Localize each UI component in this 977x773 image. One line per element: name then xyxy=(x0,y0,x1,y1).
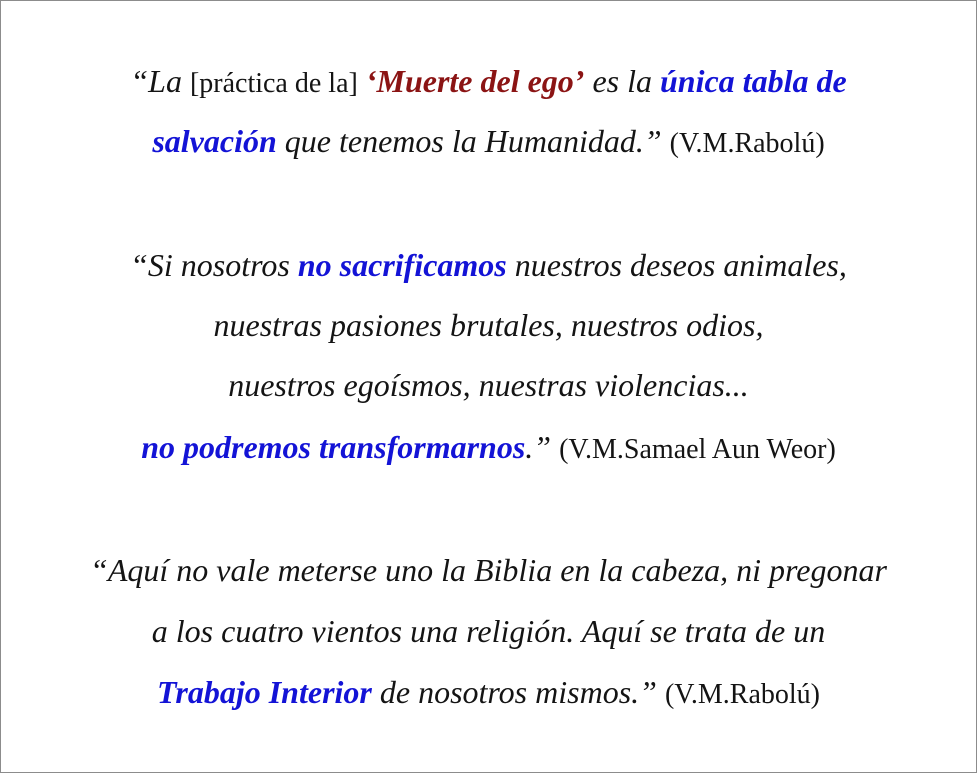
quote-2-text-3: nuestros egoísmos, nuestras violencias... xyxy=(228,367,749,403)
quote-1-rest-text: que tenemos la Humanidad.” xyxy=(284,123,662,159)
quote-1-line-2 xyxy=(0,121,977,164)
quote-2-rest-text-1: nuestros deseos animales, xyxy=(514,247,847,283)
quote-2-text-2: nuestras pasiones brutales, nuestros odios, xyxy=(213,307,764,343)
quote-3-line-3 xyxy=(0,672,977,715)
quote-1-open-text: “La xyxy=(130,63,182,99)
quote-2-close-text: .” xyxy=(525,429,552,465)
quote-1-attribution: (V.M.Rabolú) xyxy=(669,128,825,159)
quote-1-bracket-text: [práctica de la] xyxy=(189,68,358,99)
quote-3-highlight: Trabajo Interior xyxy=(157,674,372,710)
quote-3-text-1: “Aquí no vale meterse uno la Biblia en la cabeza, ni pregonar xyxy=(90,552,887,588)
quote-1-highlight-a: única tabla de xyxy=(659,63,847,99)
quote-1-ego-phrase: ‘Muerte del ego’ xyxy=(365,63,585,99)
quote-1-mid-text: es la xyxy=(592,63,652,99)
quote-3-line-1 xyxy=(0,550,977,590)
quote-2-attribution: (V.M.Samael Aun Weor) xyxy=(559,434,836,465)
quote-3-attribution: (V.M.Rabolú) xyxy=(664,679,820,710)
quote-3-line-2 xyxy=(0,611,977,651)
quote-2-open-text: “Si nosotros xyxy=(130,247,290,283)
quote-3-rest-text: de nosotros mismos.” xyxy=(379,674,657,710)
quote-2-line-4 xyxy=(0,427,977,470)
quote-2-line-1 xyxy=(0,245,977,285)
quote-1-highlight-b: salvación xyxy=(152,123,277,159)
quote-2-highlight-a: no sacrificamos xyxy=(297,247,507,283)
quote-3-text-2: a los cuatro vientos una religión. Aquí se trata de un xyxy=(151,613,826,649)
quote-2-line-3 xyxy=(0,365,977,405)
quote-2-highlight-b: no podremos transformarnos xyxy=(141,429,526,465)
quote-2-line-2 xyxy=(0,305,977,345)
quote-1-line-1 xyxy=(0,61,977,104)
